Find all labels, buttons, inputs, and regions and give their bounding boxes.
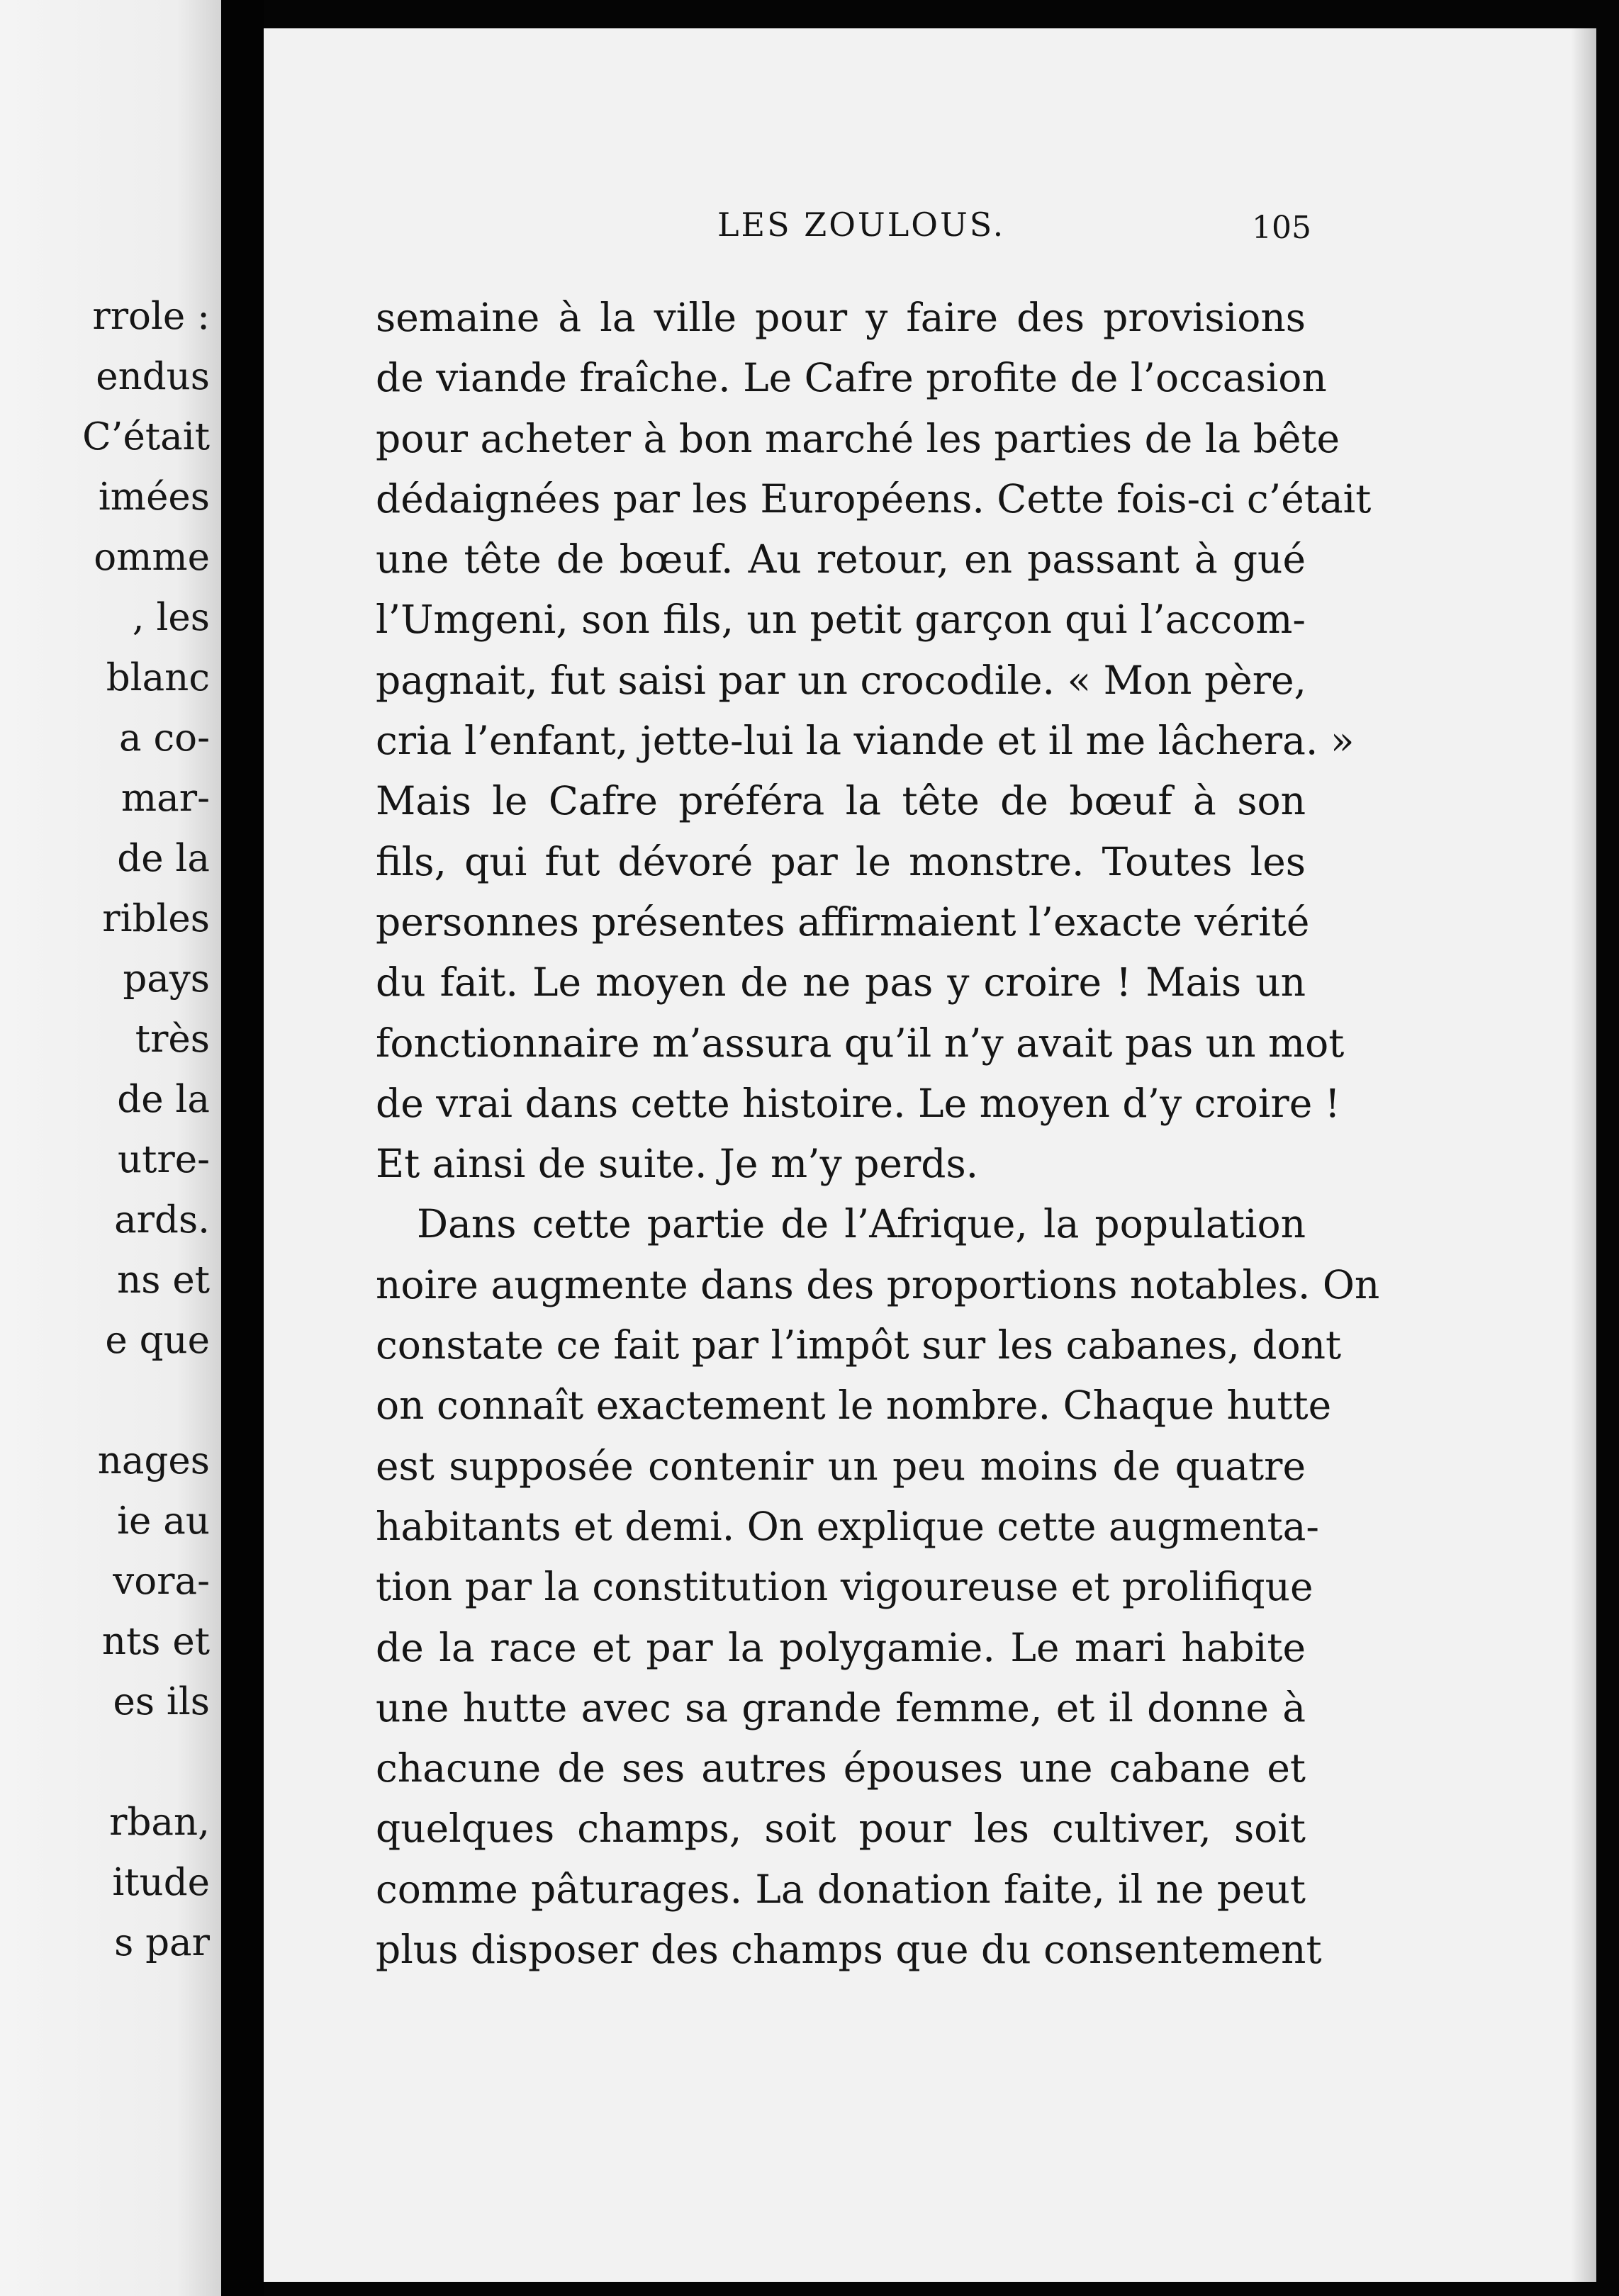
facing-page-line: s par: [114, 1921, 210, 1964]
text-line: comme pâturages. La donation faite, il ne peut: [376, 1866, 1306, 1912]
facing-page-left: [0, 0, 221, 2296]
facing-page-line: ards.: [114, 1198, 210, 1242]
text-line: fonctionnaire m’assura qu’il n’y avait pas un mot: [376, 1020, 1345, 1066]
text-line: tion par la constitution vigoureuse et prolifique: [376, 1564, 1313, 1610]
text-line: l’Umgeni, son fils, un petit garçon qui l’accom-: [376, 597, 1306, 643]
facing-page-line: rban,: [109, 1801, 210, 1844]
facing-page-line: endus: [96, 355, 210, 398]
text-line: Et ainsi de suite. Je m’y perds.: [376, 1141, 979, 1187]
facing-page-line: e que: [105, 1319, 210, 1362]
text-line: de vrai dans cette histoire. Le moyen d’y croire !: [376, 1080, 1340, 1126]
text-line: cria l’enfant, jette-lui la viande et il me lâchera. »: [376, 718, 1355, 764]
text-line: fils, qui fut dévoré par le monstre. Toutes les: [376, 838, 1306, 884]
text-line: de la race et par la polygamie. Le mari habite: [376, 1624, 1306, 1670]
body-text: [376, 288, 1380, 1980]
facing-page-line: utre-: [117, 1138, 210, 1181]
facing-page-line: nts et: [101, 1620, 210, 1663]
text-line: habitants et demi. On explique cette augmenta-: [376, 1503, 1319, 1549]
text-line: quelques champs, soit pour les cultiver, soit: [376, 1806, 1306, 1852]
facing-page-line: imées: [98, 475, 210, 519]
facing-page-line: es ils: [113, 1680, 210, 1723]
text-line: une tête de bœuf. Au retour, en passant à gué: [376, 536, 1306, 583]
text-line: du fait. Le moyen de ne pas y croire ! Mais un: [376, 960, 1306, 1006]
facing-page-line: C’était: [82, 415, 210, 458]
facing-page-line: très: [135, 1018, 210, 1061]
text-line: pagnait, fut saisi par un crocodile. « Mon père,: [376, 657, 1307, 703]
facing-page-line: [0, 1732, 210, 1792]
text-line: chacune de ses autres épouses une cabane et: [376, 1745, 1306, 1791]
text-line: semaine à la ville pour y faire des provisions: [376, 295, 1306, 340]
page-number: 105: [1252, 210, 1311, 246]
facing-page-line: nages: [97, 1439, 210, 1482]
facing-page-line: rrole :: [92, 295, 210, 338]
book-gutter: [221, 0, 264, 2296]
text-line: est supposée contenir un peu moins de quatre: [376, 1443, 1306, 1489]
text-line: on connaît exactement le nombre. Chaque hutte: [376, 1383, 1332, 1429]
text-line: de viande fraîche. Le Cafre profite de l’occasion: [376, 355, 1327, 401]
facing-page-line: de la: [117, 1078, 210, 1121]
text-line: constate ce fait par l’impôt sur les cabanes, dont: [376, 1322, 1342, 1368]
running-head: LES ZOULOUS.: [717, 206, 1006, 244]
facing-page-text: [0, 286, 210, 1973]
text-line: plus disposer des champs que du consentement: [376, 1927, 1322, 1973]
text-line: dédaignées par les Européens. Cette fois-ci c’était: [376, 475, 1372, 522]
facing-page-line: de la: [117, 837, 210, 880]
facing-page-line: vora-: [113, 1560, 210, 1603]
text-line: une hutte avec sa grande femme, et il donne à: [376, 1684, 1306, 1731]
facing-page-line: a co-: [119, 716, 210, 760]
facing-page-line: ribles: [102, 897, 210, 940]
text-line: pour acheter à bon marché les parties de la bête: [376, 415, 1340, 461]
facing-page-line: pays: [123, 957, 210, 1001]
facing-page-line: [0, 1371, 210, 1431]
facing-page-line: omme: [94, 536, 210, 579]
facing-page-line: , les: [132, 596, 210, 639]
text-line: Dans cette partie de l’Afrique, la population: [417, 1201, 1306, 1247]
facing-page-line: itude: [112, 1861, 210, 1904]
facing-page-line: mar-: [121, 777, 210, 820]
text-line: personnes présentes affirmaient l’exacte vérité: [376, 899, 1310, 945]
facing-page-line: ns et: [117, 1259, 210, 1302]
facing-page-line: ie au: [117, 1499, 210, 1543]
facing-page-line: blanc: [106, 656, 210, 699]
text-line: noire augmente dans des proportions notables. On: [376, 1261, 1380, 1307]
text-line: Mais le Cafre préféra la tête de bœuf à son: [376, 778, 1306, 824]
